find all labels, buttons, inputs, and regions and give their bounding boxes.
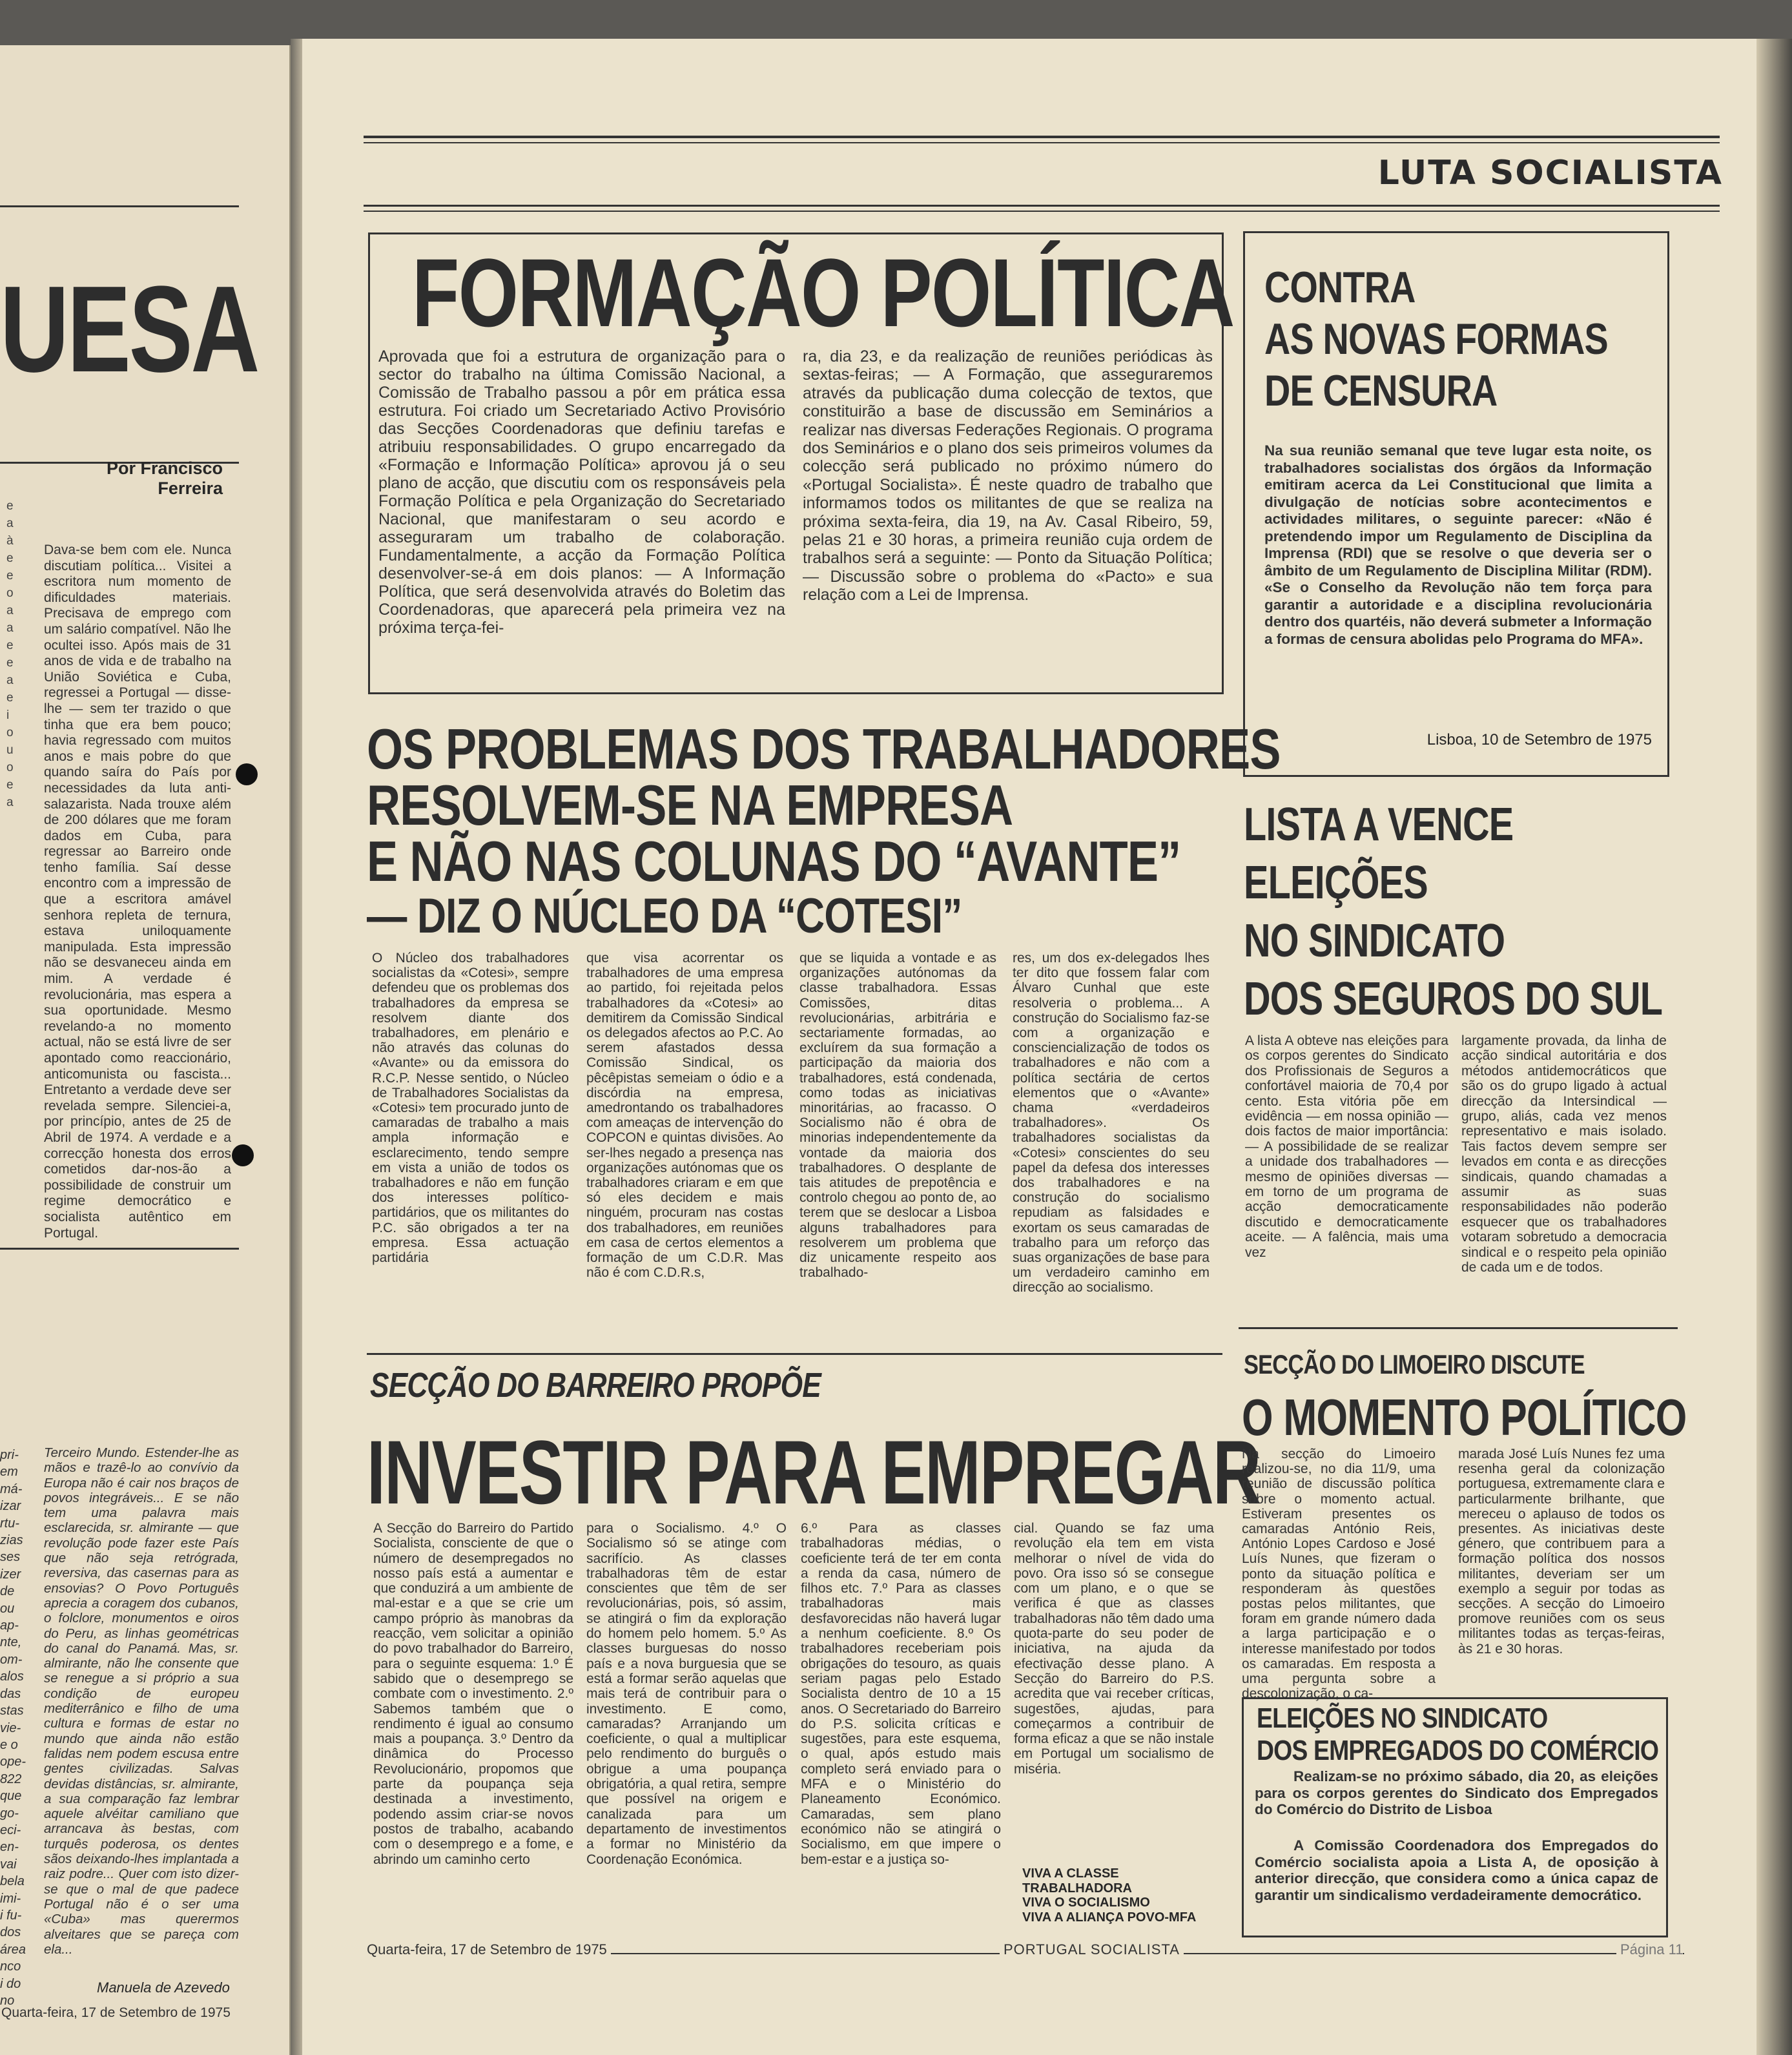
margin-fragment: que <box>0 1789 22 1804</box>
margin-fragment: en- <box>0 1840 19 1855</box>
rule <box>0 1248 239 1250</box>
lista-headline-1: LISTA A VENCE <box>1244 799 1514 851</box>
censura-dateline: Lisboa, 10 de Setembro de 1975 <box>1426 731 1652 749</box>
limoeiro-col1: Na secção do Limoeiro realizou-se, no dia 11/9, uma reunião de discussão política sobre o momento actual. Estiveram presentes os camaradas António Reis, António Lopes Cardoso e José Luís Nunes, que fizeram o ponto da situação política e responderam às questões postas pelos militantes, que foram em grande número dada a larga participação e o interesse manifestado por todos os camaradas. Em resposta a uma pergunta sobre a descolonização, o ca- <box>1242 1447 1436 1702</box>
margin-fragment: ses <box>0 1550 21 1565</box>
margin-fragment: imi- <box>0 1891 21 1906</box>
barreiro-kicker: SECÇÃO DO BARREIRO PROPÕE <box>370 1366 821 1405</box>
margin-fragment: go- <box>0 1806 19 1821</box>
margin-fragment: de <box>0 1584 15 1599</box>
formacao-col2: ra, dia 23, e da realização de reuniões periódicas às sextas-feiras; — A Formação, que asseguraremos através da publicação duma colecção de textos, que constituirão a base de discussão em Seminários a realizar nas diversas Federações Regionais. O programa dos Seminários e o plano dos seis primeiros volumes da colecção será publicado no próximo número do «Portugal Socialista». É neste quadro de trabalho que informamos todos os militantes de que se realiza na próxima sexta-feira, dia 19, na Av. Casal Ribeiro, 59, pelas 21 e 30 horas, a primeira reunião cuja ordem de trabalhos será a seguinte: — Ponto da Situação Política; — Discussão sobre o problema do «Pacto» e sua relação com a Lei de Imprensa. <box>803 347 1213 604</box>
footer-paper: PORTUGAL SOCIALISTA <box>1000 1941 1184 1958</box>
lista-headline-2: ELEIÇÕES <box>1244 857 1428 909</box>
problemas-col1: O Núcleo dos trabalhadores socialistas da «Cotesi», sempre defendeu que os problemas dos trabalhadores da empresa se resolvem diante dos trabalhadores, em plenário e não através das colunas do «Avante» ou da emissora do R.C.P. Nesse sentido, o Núcleo de Trabalhadores Socialistas da «Cotesi» tem procurado junto de camaradas de trabalho a mais ampla informação e esclarecimento, tendo sempre em vista a união de todos os trabalhadores e não em função dos interesses político-partidários, que os militantes do P.C. são obrigados a ter na empresa. Essa actuação partidária <box>372 951 569 1266</box>
margin-fragment: stas <box>0 1704 24 1719</box>
lista-headline-3: NO SINDICATO <box>1244 915 1505 967</box>
rule <box>0 205 239 207</box>
section-rule <box>1239 1327 1678 1329</box>
margin-fragment: dos <box>0 1925 21 1940</box>
margin-fragment: nco <box>0 1959 21 1974</box>
limoeiro-headline: O MOMENTO POLÍTICO <box>1242 1389 1687 1446</box>
slogan: VIVA O SOCIALISMO <box>1022 1895 1150 1910</box>
barreiro-col2: para o Socialismo. 4.º O Socialismo só se atinge com sacrifício. As classes trabalhadoras têm de estar conscientes que têm de ser revolucionárias, pois, só assim, se atingirá o fim da exploração do homem pelo homem. 5.º As classes burguesas do nosso país e a nova burguesia que se está a formar serão aquelas que mais terá de contribuir para o investimento. E como, camaradas? Arranjando um coeficiente, o qual a multiplicar pelo rendimento do burguês o obrigue a uma poupança obrigatória, a qual retira, sempre que possível na origem e canalizada para um departamento de investimentos a formar no Ministério da Coordenação Económica. <box>586 1521 787 1867</box>
problemas-col3: que se liquida a vontade e as organizações autónomas da classe trabalhadora. Essas Comissões, ditas revolucionárias, arbitrária e sectariamente formadas, ao excluírem da sua formação a participação da maioria dos trabalhadores, está condenada, como todas as iniciativas minoritárias, ao fracasso. O Socialismo não é obra de minorias independentemente da vontade da maioria dos trabalhadores. O desplante de tais atitudes de prepotência e controlo chegou ao ponto de, ao terem que se deslocar a Lisboa alguns trabalhadores para resolverem um problema que diz unicamente respeito aos trabalhado- <box>799 951 996 1281</box>
formacao-headline: FORMAÇÃO POLÍTICA <box>412 238 1234 347</box>
margin-fragment: e o <box>0 1737 18 1752</box>
barreiro-col3: 6.º Para as classes trabalhadoras médias, o coeficiente terá de ter em conta a renda da casa, número de filhos etc. 7.º Para as classes trabalhadoras mais desfavorecidas não haverá lugar a nenhum coeficiente. 8.º Os trabalhadores receberiam pois obrigações do tesouro, as quais seriam pagas pelo Estado Socialista dentro de 10 a 15 anos. O Secretariado do Barreiro do P.S. solicita críticas e sugestões, para este esquema, o qual, após estudo mais completo será enviado para o MFA e o Ministério do Planeamento Económico. Camaradas, sem plano económico não se atingirá o Socialismo, em que impere o bem-estar e a justiça so- <box>801 1521 1001 1867</box>
margin-fragment: i fu- <box>0 1908 22 1923</box>
footer-date: Quarta-feira, 17 de Setembro de 1975 <box>367 1941 611 1958</box>
left-footer-date: Quarta-feira, 17 de Setembro de 1975 <box>1 2005 231 2020</box>
margin-fragment: má- <box>0 1482 23 1496</box>
margin-fragments: e a à e e o a a e e a e i o u o e a <box>6 499 14 809</box>
censura-headline-1: CONTRA <box>1264 263 1416 312</box>
masthead-title: LUTA SOCIALISTA <box>1377 154 1723 192</box>
signature: Manuela de Azevedo <box>97 1979 230 1996</box>
comercio-headline-2: DOS EMPREGADOS DO COMÉRCIO <box>1257 1735 1659 1766</box>
margin-fragment: em <box>0 1465 18 1480</box>
margin-fragment: bela <box>0 1874 25 1889</box>
footer-page: Página 11 <box>1616 1941 1683 1958</box>
problemas-headline-3: E NÃO NAS COLUNAS DO “AVANTE” <box>367 829 1181 893</box>
masthead-rule-bottom <box>364 205 1720 207</box>
margin-fragment: pri- <box>0 1448 19 1462</box>
margin-fragment: om- <box>0 1652 23 1667</box>
left-margin-italic <box>0 1447 39 2009</box>
lista-col1: A lista A obteve nas eleições para os corpos gerentes do Sindicato dos Profissionais de Seguros a confortável maioria de 70,4 por cento. Esta vitória põe em evidência — em nossa opinião — dois factos de maior importância: — A possibilidade de se realizar a unidade dos trabalhadores — mesmo de opiniões diversas — em torno de um programa de acção democraticamente discutido e democraticamente aceite. — A falência, mais uma vez <box>1245 1033 1448 1260</box>
page-gutter <box>291 39 302 2055</box>
margin-fragment: rtu- <box>0 1516 19 1531</box>
barreiro-col1: A Secção do Barreiro do Partido Socialista, consciente de que o número de desempregados no nosso país está a aumentar e que conduzirá a um ambiente de mal-estar e a que se crie um campo próprio às manobras da reacção, vem solicitar a opinião do povo trabalhador do Barreiro, para o seguinte esquema: 1.º É sabido que o desemprego se combate com o investimento. 2.º Sabemos também que o rendimento é igual ao consumo mais a poupança. 3.º Dentro da dinâmica do Processo Revolucionário, propomos que parte da poupança seja destinada a investimento, podendo assim criar-se novos postos de trabalho, acabando com o desemprego e a fome, e abrindo um caminho certo <box>373 1521 573 1867</box>
formacao-col1: Aprovada que foi a estrutura de organização para o sector do trabalho na última Comissão Nacional, a Comissão de Trabalho passou a pôr em prática essa estrutura. Foi criado um Secretariado Activo Provisório das Secções Coordenadoras que definiu tarefas e atribuiu responsabilidades. O grupo encarregado da «Formação e Informação Política» aprovou já o seu plano de acção, que discutiu com os responsáveis pela Formação Política e pela Organização do Secretariado Nacional, que manifestaram o seu acordo e asseguraram um trabalho de colaboração. Fundamentalmente, a acção da Formação Política desenvolver-se-á em dois planos: — A Informação Política, que será desenvolvida através do Boletim das Coordenadoras, que aparecerá pela primeira vez na próxima terça-fei- <box>378 347 785 637</box>
problemas-col4: res, um dos ex-delegados lhes ter dito que fossem falar com Álvaro Cunhal que este resolveria o problema... A construção do Socialismo faz-se com a organização e consciencialização de todos os trabalhadores e não com a política sectária de certos elementos que o «Avante» chama «verdadeiros trabalhadores». Os trabalhadores socialistas da «Cotesi» conscientes do seu papel da defesa dos interesses dos trabalhadores e na construção do socialismo repudiam as falsidades e exortam os seus camaradas de trabalho para um reforço das suas organizações de base para um verdadeiro caminho em direcção ao socialismo. <box>1013 951 1210 1296</box>
margin-fragment: izer <box>0 1567 21 1582</box>
main-page <box>302 39 1756 2055</box>
barreiro-slogans <box>1022 1866 1216 1925</box>
problemas-headline-4: — DIZ O NÚCLEO DA “COTESI” <box>367 889 962 944</box>
binding-hole <box>236 763 258 785</box>
margin-fragment: nte, <box>0 1635 22 1650</box>
censura-body: Na sua reunião semanal que teve lugar esta noite, os trabalhadores socialistas dos órgãos da Informação emitiram acerca da Lei Constitucional que limita a divulgação de notícias sobre acontecimentos e actividades militares, o seguinte parecer: «Não é pretendendo impor um Regulamento de Disciplina da Imprensa (RDI) que se resolve o que deveria ser o âmbito de um Regulamento de Disciplina Militar (RDM). «Se o Conselho da Revolução não tem força para garantir a autoridade e a disciplina revolucionária dentro dos quartéis, não deverá submeter a Informação a formas de censura abolidas pelo Programa do MFA». <box>1264 442 1652 647</box>
margin-fragment: ou <box>0 1601 15 1616</box>
barreiro-col4: cial. Quando se faz uma revolução ela tem em vista melhorar o nível de vida do povo. Ora isso só se consegue com um plano, e o que se verifica é que as classes trabalhadoras não têm dado uma quota-parte do seu poder de iniciativa, na ajuda da efectivação desse plano. A Secção do Barreiro do P.S. acredita que vai receber críticas, sugestões, ajudas, para começarmos a contribuir de forma eficaz a que se não instale em Portugal um socialismo de miséria. <box>1014 1521 1214 1777</box>
masthead-rule-bottom-2 <box>364 211 1720 212</box>
comercio-p2: A Comissão Coordenadora dos Empregados do Comércio socialista apoia a Lista A, de oposição à anterior direcção, que considera como a única capaz de garantir um sindicalismo verdadeiramente democrático. <box>1255 1837 1658 1903</box>
margin-fragment: vie- <box>0 1720 21 1735</box>
masthead-rule-top <box>364 136 1720 138</box>
problemas-headline-1: OS PROBLEMAS DOS TRABALHADORES <box>367 717 1281 781</box>
slogan: VIVA A CLASSE TRABALHADORA <box>1022 1866 1132 1895</box>
margin-fragment: eci- <box>0 1823 21 1837</box>
masthead-rule-top-2 <box>364 142 1720 143</box>
margin-fragment: no <box>0 1994 15 2008</box>
margin-fragment: 822 <box>0 1771 22 1786</box>
section-rule <box>367 1353 1222 1355</box>
left-italic-text: Terceiro Mundo. Estender-lhe as mãos e trazê-lo ao convívio da Europa não é cair nos braços de povos integráveis... E se não tem uma palavra mais esclarecida, sr. almirante — que revolução pode fazer este País que não seja retrógrada, reversiva, das casernas para as ensovias? O Povo Português aprecia a coragem dos cubanos, o folclore, monumentos e oiros do Peru, as linhas geométricas do canal do Panamá. Mas, sr. almirante, não lhe consente que se renegue a si próprio a sua condição de europeu mediterrânico e filho de uma cultura e formas de estar no mundo que ainda não estão falidas nem podem escusa entre gentes civilizadas. Salvas devidas distâncias, sr. almirante, a sua comparação faz lembrar aquele alvéitar camiliano que arrancava às bestas, com turquês poderosa, os dentes sãos deixando-lhes implantada a raiz podre... Quer com isto dizer-se que o mal de que padece Portugal não é o ser uma «Cuba» mas querermos alveitares que se pareça com ela... <box>44 1445 239 1957</box>
left-headline-fragment: UESA <box>0 261 258 398</box>
margin-fragment: alos <box>0 1669 24 1684</box>
left-column-text: Dava-se bem com ele. Nunca discutiam política... Visitei a escritora num momento de dificuldades materiais. Precisava de emprego com um salário compatível. Não lhe ocultei isso. Após mais de 31 anos de vida e de trabalho na União Soviética e Cuba, regressei a Portugal — disse-lhe — sem ter trazido o que tinha que era bem pouco; havia regressado com muitos anos e mais pobre do que quando saíra do País por necessidades da luta anti-salazarista. Nada trouxe além de 200 dólares que me foram dados em Cuba, para regressar ao Barreiro onde tenho família. Saí desse encontro com a impressão de que a escritora amável senhora repleta de ternura, estava uniloquamente manipulada. Esta impressão não se desvaneceu ainda em mim. A verdade é revolucionária, mas espera a sua oportunidade. Mesmo revelando-a no momento actual, não se está livre de ser apontado como reaccionário, anticomunista ou fascista... Entretanto a verdade deve ser revelada sempre. Silenciei-a, por princípio, antes de 25 de Abril de 1974. A verdade e a correcção honesta dos erros cometidos dar-nos-ão a possibilidade de construir um regime democrático e socialista autêntico em Portugal. <box>44 542 231 1241</box>
margin-fragment: vai <box>0 1857 17 1872</box>
byline: Por Francisco Ferreira <box>106 459 223 498</box>
margin-fragment: das <box>0 1686 21 1701</box>
lista-headline-4: DOS SEGUROS DO SUL <box>1244 973 1663 1025</box>
page-right-edge <box>1756 39 1792 2055</box>
slogan: VIVA A ALIANÇA POVO-MFA <box>1022 1910 1197 1925</box>
margin-fragment: área <box>0 1942 26 1957</box>
binding-hole <box>232 1144 254 1166</box>
problemas-headline-2: RESOLVEM-SE NA EMPRESA <box>367 773 1013 837</box>
barreiro-headline: INVESTIR PARA EMPREGAR <box>367 1421 1261 1523</box>
comercio-p1: Realizam-se no próximo sábado, dia 20, as eleições para os corpos gerentes do Sindicato dos Empregados do Comércio do Distrito de Lisboa <box>1255 1768 1658 1817</box>
margin-fragment: ap- <box>0 1618 19 1633</box>
margin-fragment: zias <box>0 1533 23 1548</box>
limoeiro-col2: marada José Luís Nunes fez uma resenha geral da colonização portuguesa, extremamente clara e particularmente brilhante, que mereceu o aplauso de todos os presentes. As iniciativas deste género, que contribuem para a formação política dos nossos militantes, deveriam ser um exemplo a seguir por todas as secções. A secção do Limoeiro promove reuniões com os seus militantes todas as terças-feiras, às 21 e 30 horas. <box>1458 1447 1665 1657</box>
margin-fragment: ope- <box>0 1755 26 1770</box>
limoeiro-kicker: SECÇÃO DO LIMOEIRO DISCUTE <box>1244 1349 1585 1379</box>
censura-headline-2: AS NOVAS FORMAS <box>1264 315 1608 364</box>
footer <box>367 1941 1684 1963</box>
margin-fragment: izar <box>0 1499 21 1514</box>
left-page <box>0 45 291 2055</box>
censura-headline-3: DE CENSURA <box>1264 366 1498 415</box>
problemas-col2: que visa acorrentar os trabalhadores de uma empresa ao partido, foi rejeitada pelos trabalhadores da «Cotesi» ao demitirem da Comissão Sindical os delegados afectos ao P.C. Ao serem afastados dessa Comissão Sindical, os pêcêpistas semeiam o ódio e a discórdia na empresa, amedrontando os trabalhadores com ameaças de intervenção do COPCON e quintas divisões. Ao ser-lhes negado a presença nas organizações autónomas que os trabalhadores criaram e em que só eles decidem e mais ninguém, procuram nas costas dos trabalhadores, em reuniões em casa de certos elementos a formação de um C.D.R. Mas não é com C.D.R.s, <box>586 951 783 1281</box>
comercio-headline-1: ELEIÇÕES NO SINDICATO <box>1257 1702 1548 1734</box>
margin-fragment: i do <box>0 1976 21 1991</box>
lista-col2: largamente provada, da linha de acção sindical autoritária e dos métodos antidemocráticos que são os do grupo ligado à actual direcção da Intersindical — grupo, aliás, cada vez menos representativo e mais isolado. Tais factos devem sempre ser levados em conta e as direcções sindicais, quando chamadas a assumir as suas responsabilidades não poderão esquecer que os trabalhadores votaram sobretudo a democracia sindical e o respeito pela opinião de cada um e de todos. <box>1461 1033 1667 1275</box>
